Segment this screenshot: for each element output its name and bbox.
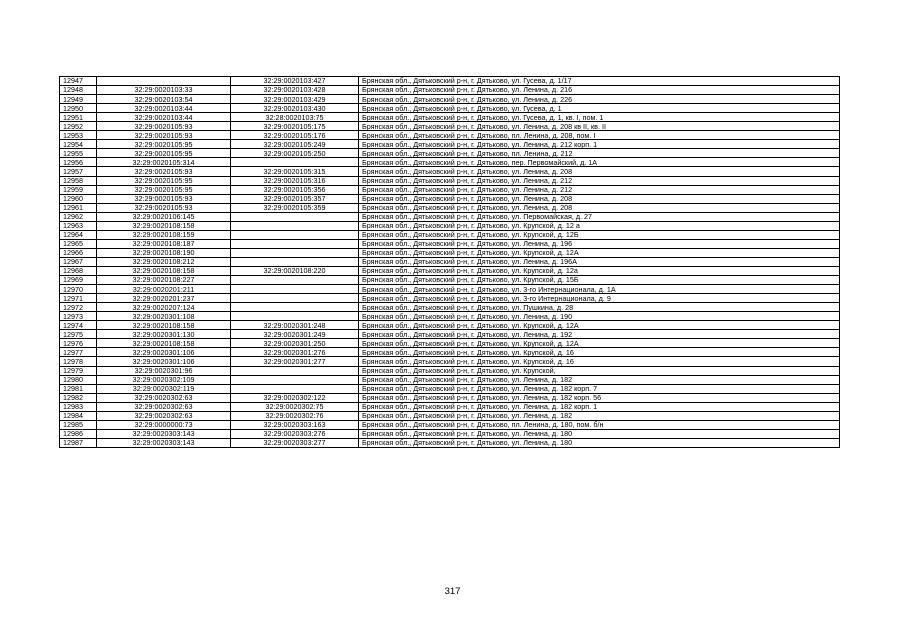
address-cell: Брянская обл., Дятьковский р-н, г. Дятьково, ул. Первомайская, д. 27 bbox=[359, 212, 840, 221]
address-cell: Брянская обл., Дятьковский р-н, г. Дятьково, ул. Ленина, д. 208 bbox=[359, 194, 840, 203]
cadastral-number-cell: 32:29:0020103:33 bbox=[97, 86, 231, 95]
table-row bbox=[60, 95, 840, 104]
address-cell: Брянская обл., Дятьковский р-н, г. Дятьково, ул. Крупской, д. 16 bbox=[359, 357, 840, 366]
object-cadastral-number-cell: 32:29:0020301:276 bbox=[231, 348, 359, 357]
address-cell: Брянская обл., Дятьковский р-н, г. Дятьково, ул. Ленина, д. 208 bbox=[359, 203, 840, 212]
row-number-cell: 12964 bbox=[60, 230, 97, 239]
row-number-cell: 12978 bbox=[60, 357, 97, 366]
cadastral-number-cell: 32:29:0020108:159 bbox=[97, 230, 231, 239]
address-cell: Брянская обл., Дятьковский р-н, г. Дятьково, ул. Ленина, д. 226 bbox=[359, 95, 840, 104]
table-row bbox=[60, 221, 840, 230]
table-row bbox=[60, 113, 840, 122]
address-cell: Брянская обл., Дятьковский р-н, г. Дятьково, ул. Крупской, д. 12А bbox=[359, 339, 840, 348]
table-row bbox=[60, 230, 840, 239]
table-row bbox=[60, 77, 840, 86]
row-number-cell: 12980 bbox=[60, 375, 97, 384]
object-cadastral-number-cell bbox=[231, 212, 359, 221]
row-number-cell: 12954 bbox=[60, 140, 97, 149]
address-cell: Брянская обл., Дятьковский р-н, г. Дятьково, ул. Крупской, д. 12 а bbox=[359, 221, 840, 230]
row-number-cell: 12962 bbox=[60, 212, 97, 221]
cadastral-number-cell: 32:29:0000000:73 bbox=[97, 420, 231, 429]
object-cadastral-number-cell bbox=[231, 230, 359, 239]
table-row bbox=[60, 375, 840, 384]
object-cadastral-number-cell bbox=[231, 384, 359, 393]
address-cell: Брянская обл., Дятьковский р-н, г. Дятьково, ул. Ленина, д. 190 bbox=[359, 312, 840, 321]
table-row bbox=[60, 294, 840, 303]
table-row bbox=[60, 176, 840, 185]
object-cadastral-number-cell: 32:29:0020303:277 bbox=[231, 438, 359, 447]
row-number-cell: 12972 bbox=[60, 303, 97, 312]
address-cell: Брянская обл., Дятьковский р-н, г. Дятьково, ул. Ленина, д. 212 bbox=[359, 176, 840, 185]
table-row bbox=[60, 257, 840, 266]
address-cell: Брянская обл., Дятьковский р-н, г. Дятьково, ул. Гусева, д. 1/17 bbox=[359, 77, 840, 86]
table-row bbox=[60, 185, 840, 194]
row-number-cell: 12947 bbox=[60, 77, 97, 86]
object-cadastral-number-cell bbox=[231, 375, 359, 384]
cadastral-number-cell: 32:29:0020105:93 bbox=[97, 194, 231, 203]
row-number-cell: 12969 bbox=[60, 276, 97, 285]
address-cell: Брянская обл., Дятьковский р-н, г. Дятьково, ул. Ленина, д. 182 корп. 7 bbox=[359, 384, 840, 393]
object-cadastral-number-cell bbox=[231, 294, 359, 303]
address-cell: Брянская обл., Дятьковский р-н, г. Дятьково, ул. Ленина, д. 182 корп. 56 bbox=[359, 393, 840, 402]
row-number-cell: 12977 bbox=[60, 348, 97, 357]
cadastral-number-cell: 32:29:0020103:44 bbox=[97, 104, 231, 113]
row-number-cell: 12960 bbox=[60, 194, 97, 203]
cadastral-number-cell: 32:29:0020108:227 bbox=[97, 276, 231, 285]
row-number-cell: 12984 bbox=[60, 411, 97, 420]
row-number-cell: 12982 bbox=[60, 393, 97, 402]
cadastral-number-cell: 32:29:0020302:63 bbox=[97, 411, 231, 420]
cadastral-table bbox=[59, 76, 840, 448]
object-cadastral-number-cell: 32:29:0020303:163 bbox=[231, 420, 359, 429]
table-row bbox=[60, 330, 840, 339]
object-cadastral-number-cell: 32:29:0020103:430 bbox=[231, 104, 359, 113]
cadastral-number-cell: 32:29:0020105:93 bbox=[97, 167, 231, 176]
table-row bbox=[60, 149, 840, 158]
row-number-cell: 12974 bbox=[60, 321, 97, 330]
table-row bbox=[60, 366, 840, 375]
table-row bbox=[60, 321, 840, 330]
object-cadastral-number-cell: 32:29:0020105:359 bbox=[231, 203, 359, 212]
table-row bbox=[60, 248, 840, 257]
cadastral-number-cell: 32:29:0020207:124 bbox=[97, 303, 231, 312]
cadastral-number-cell: 32:29:0020105:93 bbox=[97, 131, 231, 140]
table-row bbox=[60, 131, 840, 140]
cadastral-number-cell: 32:29:0020108:212 bbox=[97, 257, 231, 266]
row-number-cell: 12953 bbox=[60, 131, 97, 140]
cadastral-number-cell: 32:29:0020105:314 bbox=[97, 158, 231, 167]
row-number-cell: 12966 bbox=[60, 248, 97, 257]
table-row bbox=[60, 438, 840, 447]
cadastral-number-cell: 32:29:0020105:93 bbox=[97, 122, 231, 131]
cadastral-number-cell: 32:29:0020106:145 bbox=[97, 212, 231, 221]
address-cell: Брянская обл., Дятьковский р-н, г. Дятьково, ул. Гусева, д. 1, кв. I, пом. 1 bbox=[359, 113, 840, 122]
address-cell: Брянская обл., Дятьковский р-н, г. Дятьково, ул. Крупской, д. 12а bbox=[359, 266, 840, 275]
table-row bbox=[60, 348, 840, 357]
object-cadastral-number-cell: 32:29:0020108:220 bbox=[231, 266, 359, 275]
table-row bbox=[60, 158, 840, 167]
cadastral-number-cell: 32:29:0020301:96 bbox=[97, 366, 231, 375]
address-cell: Брянская обл., Дятьковский р-н, г. Дятьково, ул. Ленина, д. 212 bbox=[359, 185, 840, 194]
row-number-cell: 12957 bbox=[60, 167, 97, 176]
page-number: 317 bbox=[444, 586, 461, 597]
object-cadastral-number-cell: 32:29:0020303:276 bbox=[231, 429, 359, 438]
row-number-cell: 12986 bbox=[60, 429, 97, 438]
table-row bbox=[60, 312, 840, 321]
address-cell: Брянская обл., Дятьковский р-н, г. Дятьково, ул. Ленина, д. 182 корп. 1 bbox=[359, 402, 840, 411]
cadastral-number-cell: 32:29:0020103:44 bbox=[97, 113, 231, 122]
cadastral-number-cell: 32:29:0020105:95 bbox=[97, 140, 231, 149]
cadastral-number-cell: 32:29:0020108:158 bbox=[97, 321, 231, 330]
address-cell: Брянская обл., Дятьковский р-н, г. Дятьково, пл. Ленина, д. 212 bbox=[359, 149, 840, 158]
cadastral-number-cell: 32:29:0020108:158 bbox=[97, 339, 231, 348]
row-number-cell: 12961 bbox=[60, 203, 97, 212]
address-cell: Брянская обл., Дятьковский р-н, г. Дятьково, ул. Ленина, д. 208 кв II, кв. II bbox=[359, 122, 840, 131]
cadastral-number-cell: 32:29:0020302:63 bbox=[97, 393, 231, 402]
address-cell: Брянская обл., Дятьковский р-н, г. Дятьково, ул. 3-го Интернационала, д. 9 bbox=[359, 294, 840, 303]
cadastral-number-cell: 32:29:0020301:106 bbox=[97, 357, 231, 366]
address-cell: Брянская обл., Дятьковский р-н, г. Дятьково, пл. Ленина, д. 180, пом. б/н bbox=[359, 420, 840, 429]
address-cell: Брянская обл., Дятьковский р-н, г. Дятьково, ул. Крупской, bbox=[359, 366, 840, 375]
object-cadastral-number-cell: 32:29:0020105:316 bbox=[231, 176, 359, 185]
address-cell: Брянская обл., Дятьковский р-н, г. Дятьково, ул. Крупской, д. 15Б bbox=[359, 276, 840, 285]
address-cell: Брянская обл., Дятьковский р-н, г. Дятьково, ул. Гусева, д. 1 bbox=[359, 104, 840, 113]
row-number-cell: 12976 bbox=[60, 339, 97, 348]
table-row bbox=[60, 203, 840, 212]
row-number-cell: 12955 bbox=[60, 149, 97, 158]
cadastral-number-cell bbox=[97, 77, 231, 86]
object-cadastral-number-cell bbox=[231, 312, 359, 321]
cadastral-number-cell: 32:29:0020108:158 bbox=[97, 221, 231, 230]
row-number-cell: 12951 bbox=[60, 113, 97, 122]
row-number-cell: 12987 bbox=[60, 438, 97, 447]
object-cadastral-number-cell: 32:29:0020103:427 bbox=[231, 77, 359, 86]
table-row bbox=[60, 86, 840, 95]
object-cadastral-number-cell: 32:29:0020105:315 bbox=[231, 167, 359, 176]
table-row bbox=[60, 384, 840, 393]
address-cell: Брянская обл., Дятьковский р-н, г. Дятьково, пл. Ленина, д. 208, пом. I bbox=[359, 131, 840, 140]
row-number-cell: 12985 bbox=[60, 420, 97, 429]
table-row bbox=[60, 357, 840, 366]
table-row bbox=[60, 339, 840, 348]
object-cadastral-number-cell bbox=[231, 239, 359, 248]
object-cadastral-number-cell bbox=[231, 158, 359, 167]
table-row bbox=[60, 140, 840, 149]
table-row bbox=[60, 276, 840, 285]
table-row bbox=[60, 167, 840, 176]
row-number-cell: 12973 bbox=[60, 312, 97, 321]
table-row bbox=[60, 122, 840, 131]
object-cadastral-number-cell bbox=[231, 366, 359, 375]
cadastral-number-cell: 32:29:0020303:143 bbox=[97, 438, 231, 447]
cadastral-number-cell: 32:29:0020103:54 bbox=[97, 95, 231, 104]
address-cell: Брянская обл., Дятьковский р-н, г. Дятьково, пер. Первомайский, д. 1А bbox=[359, 158, 840, 167]
table-row bbox=[60, 266, 840, 275]
address-cell: Брянская обл., Дятьковский р-н, г. Дятьково, ул. Ленина, д. 212 корп. 1 bbox=[359, 140, 840, 149]
cadastral-number-cell: 32:29:0020108:187 bbox=[97, 239, 231, 248]
cadastral-number-cell: 32:29:0020105:95 bbox=[97, 149, 231, 158]
cadastral-number-cell: 32:29:0020105:95 bbox=[97, 176, 231, 185]
object-cadastral-number-cell: 32:29:0020103:428 bbox=[231, 86, 359, 95]
row-number-cell: 12967 bbox=[60, 257, 97, 266]
object-cadastral-number-cell: 32:29:0020105:250 bbox=[231, 149, 359, 158]
cadastral-number-cell: 32:29:0020105:93 bbox=[97, 203, 231, 212]
object-cadastral-number-cell: 32:29:0020302:75 bbox=[231, 402, 359, 411]
object-cadastral-number-cell: 32:29:0020302:122 bbox=[231, 393, 359, 402]
object-cadastral-number-cell: 32:29:0020302:76 bbox=[231, 411, 359, 420]
cadastral-number-cell: 32:29:0020302:119 bbox=[97, 384, 231, 393]
row-number-cell: 12965 bbox=[60, 239, 97, 248]
cadastral-number-cell: 32:29:0020301:130 bbox=[97, 330, 231, 339]
address-cell: Брянская обл., Дятьковский р-н, г. Дятьково, ул. Крупской, д. 12Б bbox=[359, 230, 840, 239]
object-cadastral-number-cell bbox=[231, 221, 359, 230]
cadastral-number-cell: 32:29:0020302:63 bbox=[97, 402, 231, 411]
row-number-cell: 12983 bbox=[60, 402, 97, 411]
object-cadastral-number-cell: 32:29:0020105:249 bbox=[231, 140, 359, 149]
cadastral-number-cell: 32:29:0020303:143 bbox=[97, 429, 231, 438]
object-cadastral-number-cell: 32:29:0020105:357 bbox=[231, 194, 359, 203]
address-cell: Брянская обл., Дятьковский р-н, г. Дятьково, ул. Ленина, д. 196А bbox=[359, 257, 840, 266]
row-number-cell: 12952 bbox=[60, 122, 97, 131]
address-cell: Брянская обл., Дятьковский р-н, г. Дятьково, ул. Крупской, д. 12А bbox=[359, 248, 840, 257]
object-cadastral-number-cell bbox=[231, 248, 359, 257]
address-cell: Брянская обл., Дятьковский р-н, г. Дятьково, ул. Ленина, д. 182 bbox=[359, 375, 840, 384]
table-row bbox=[60, 104, 840, 113]
address-cell: Брянская обл., Дятьковский р-н, г. Дятьково, ул. Крупской, д. 16 bbox=[359, 348, 840, 357]
row-number-cell: 12956 bbox=[60, 158, 97, 167]
table-row bbox=[60, 429, 840, 438]
address-cell: Брянская обл., Дятьковский р-н, г. Дятьково, ул. Пушкина, д. 28 bbox=[359, 303, 840, 312]
address-cell: Брянская обл., Дятьковский р-н, г. Дятьково, ул. Ленина, д. 182 bbox=[359, 411, 840, 420]
object-cadastral-number-cell: 32:29:0020301:277 bbox=[231, 357, 359, 366]
address-cell: Брянская обл., Дятьковский р-н, г. Дятьково, ул. 3-го Интернационала, д. 1А bbox=[359, 285, 840, 294]
cadastral-number-cell: 32:29:0020201:237 bbox=[97, 294, 231, 303]
cadastral-number-cell: 32:29:0020105:95 bbox=[97, 185, 231, 194]
row-number-cell: 12959 bbox=[60, 185, 97, 194]
address-cell: Брянская обл., Дятьковский р-н, г. Дятьково, ул. Ленина, д. 180 bbox=[359, 438, 840, 447]
table-body bbox=[60, 77, 840, 448]
row-number-cell: 12950 bbox=[60, 104, 97, 113]
table-row bbox=[60, 411, 840, 420]
object-cadastral-number-cell: 32:29:0020301:248 bbox=[231, 321, 359, 330]
address-cell: Брянская обл., Дятьковский р-н, г. Дятьково, ул. Ленина, д. 208 bbox=[359, 167, 840, 176]
row-number-cell: 12979 bbox=[60, 366, 97, 375]
address-cell: Брянская обл., Дятьковский р-н, г. Дятьково, ул. Ленина, д. 192 bbox=[359, 330, 840, 339]
object-cadastral-number-cell bbox=[231, 257, 359, 266]
object-cadastral-number-cell: 32:29:0020301:250 bbox=[231, 339, 359, 348]
table-row bbox=[60, 393, 840, 402]
address-cell: Брянская обл., Дятьковский р-н, г. Дятьково, ул. Ленина, д. 216 bbox=[359, 86, 840, 95]
object-cadastral-number-cell: 32:29:0020103:429 bbox=[231, 95, 359, 104]
table-row bbox=[60, 285, 840, 294]
table-row bbox=[60, 212, 840, 221]
row-number-cell: 12971 bbox=[60, 294, 97, 303]
row-number-cell: 12948 bbox=[60, 86, 97, 95]
object-cadastral-number-cell bbox=[231, 303, 359, 312]
cadastral-number-cell: 32:29:0020108:158 bbox=[97, 266, 231, 275]
object-cadastral-number-cell bbox=[231, 285, 359, 294]
row-number-cell: 12958 bbox=[60, 176, 97, 185]
row-number-cell: 12968 bbox=[60, 266, 97, 275]
table-row bbox=[60, 303, 840, 312]
object-cadastral-number-cell: 32:29:0020301:249 bbox=[231, 330, 359, 339]
row-number-cell: 12963 bbox=[60, 221, 97, 230]
table-row bbox=[60, 239, 840, 248]
table-row bbox=[60, 194, 840, 203]
table-row bbox=[60, 402, 840, 411]
object-cadastral-number-cell bbox=[231, 276, 359, 285]
cadastral-number-cell: 32:29:0020301:106 bbox=[97, 348, 231, 357]
address-cell: Брянская обл., Дятьковский р-н, г. Дятьково, ул. Ленина, д. 196 bbox=[359, 239, 840, 248]
row-number-cell: 12970 bbox=[60, 285, 97, 294]
address-cell: Брянская обл., Дятьковский р-н, г. Дятьково, ул. Крупской, д. 12А bbox=[359, 321, 840, 330]
object-cadastral-number-cell: 32:29:0020105:356 bbox=[231, 185, 359, 194]
cadastral-number-cell: 32:29:0020201:211 bbox=[97, 285, 231, 294]
cadastral-number-cell: 32:29:0020302:109 bbox=[97, 375, 231, 384]
object-cadastral-number-cell: 32:29:0020105:175 bbox=[231, 122, 359, 131]
cadastral-number-cell: 32:29:0020108:190 bbox=[97, 248, 231, 257]
row-number-cell: 12949 bbox=[60, 95, 97, 104]
object-cadastral-number-cell: 32:28:0020103:75 bbox=[231, 113, 359, 122]
row-number-cell: 12975 bbox=[60, 330, 97, 339]
address-cell: Брянская обл., Дятьковский р-н, г. Дятьково, ул. Ленина, д. 180 bbox=[359, 429, 840, 438]
cadastral-number-cell: 32:29:0020301:108 bbox=[97, 312, 231, 321]
row-number-cell: 12981 bbox=[60, 384, 97, 393]
table-row bbox=[60, 420, 840, 429]
object-cadastral-number-cell: 32:29:0020105:176 bbox=[231, 131, 359, 140]
